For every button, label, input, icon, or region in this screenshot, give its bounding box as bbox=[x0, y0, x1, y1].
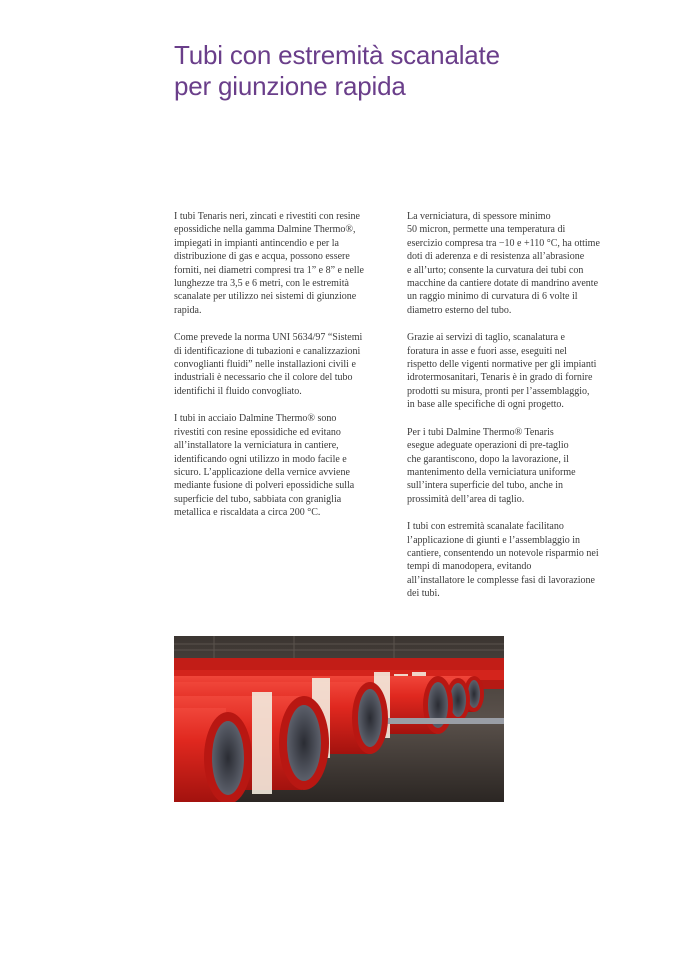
paragraph bbox=[407, 331, 622, 411]
text-line: convoglianti fluidi” nelle installazioni civili e bbox=[174, 359, 356, 371]
text-line: impiegati in impianti antincendio e per la bbox=[174, 237, 339, 249]
text-line: macchine da cantiere dotate di mandrino avente bbox=[407, 278, 599, 290]
paragraph bbox=[174, 331, 389, 398]
red-pipes-illustration bbox=[174, 636, 504, 802]
text-line: I tubi in acciaio Dalmine Thermo® sono bbox=[174, 413, 337, 425]
paragraph bbox=[174, 210, 389, 317]
text-line: La verniciatura, di spessore minimo bbox=[407, 211, 551, 222]
page-title-line-2: per giunzione rapida bbox=[174, 71, 406, 101]
text-line: identifichi il fluido convogliato. bbox=[174, 385, 302, 397]
paragraph bbox=[407, 426, 622, 506]
text-line: di identificazione di tubazioni e canalizzazioni bbox=[174, 345, 361, 357]
text-line: forniti, nei diametri compresi tra 1” e 8” e nelle bbox=[174, 264, 364, 276]
text-line: e all’urto; consente la curvatura dei tubi con bbox=[407, 264, 584, 276]
page-title-line-1: Tubi con estremità scanalate bbox=[174, 40, 500, 70]
paragraph bbox=[407, 210, 622, 317]
text-line: idrotermosanitari, Tenaris è in grado di fornire bbox=[407, 372, 593, 384]
text-line: mediante fusione di polveri epossidiche sulla bbox=[174, 480, 355, 492]
pipe bbox=[174, 708, 252, 802]
text-line: I tubi con estremità scanalate facilitano bbox=[407, 521, 564, 533]
text-line: l’applicazione di giunti e l’assemblaggio in bbox=[407, 534, 581, 546]
text-line: foratura in asse e fuori asse, eseguiti nel bbox=[407, 345, 567, 357]
text-line: prossimità dell’area di taglio. bbox=[407, 493, 525, 505]
text-line: identificando ogni utilizzo in modo facile e bbox=[174, 453, 347, 465]
text-line: mantenimento della verniciatura uniforme bbox=[407, 466, 576, 478]
text-line: 50 micron, permette una temperatura di bbox=[407, 224, 566, 236]
text-line: sull’intera superficie del tubo, anche in bbox=[407, 480, 564, 492]
text-line: in base alle specifiche di ogni progetto. bbox=[407, 399, 564, 411]
text-line: esegue adeguate operazioni di pre-taglio bbox=[407, 440, 569, 452]
text-line: I tubi Tenaris neri, zincati e rivestiti con resine bbox=[174, 211, 360, 222]
text-line: rivestiti con resine epossidiche ed evitano bbox=[174, 426, 341, 438]
right-text-column bbox=[407, 210, 622, 615]
text-line: diametro esterno del tubo. bbox=[407, 304, 512, 316]
text-line: Come prevede la norma UNI 5634/97 “Sistemi bbox=[174, 332, 363, 344]
text-line: metallica e riscaldata a circa 200 °C. bbox=[174, 507, 321, 519]
text-line: superficie del tubo, sabbiata con graniglia bbox=[174, 493, 342, 505]
text-line: all’installatore le complesse fasi di lavorazione bbox=[407, 574, 595, 586]
red-pipes-photo bbox=[174, 636, 504, 802]
text-line: dei tubi. bbox=[407, 588, 440, 600]
text-line: cantiere, consentendo un notevole risparmio nei bbox=[407, 547, 599, 559]
text-line: Per i tubi Dalmine Thermo® Tenaris bbox=[407, 426, 554, 438]
text-line: distribuzione di gas e acqua, possono essere bbox=[174, 251, 350, 263]
text-line: rapida. bbox=[174, 304, 202, 316]
left-text-column bbox=[174, 210, 389, 534]
paragraph bbox=[174, 412, 389, 519]
text-line: industriali è necessario che il colore del tubo bbox=[174, 372, 353, 384]
text-line: rispetto delle vigenti normative per gli impianti bbox=[407, 359, 597, 371]
text-line: che garantiscono, dopo la lavorazione, il bbox=[407, 453, 569, 465]
text-line: un raggio minimo di curvatura di 6 volte il bbox=[407, 291, 578, 303]
text-line: Grazie ai servizi di taglio, scanalatura e bbox=[407, 332, 565, 344]
paragraph bbox=[407, 520, 622, 600]
text-line: lunghezze tra 3,5 e 6 metri, con le estremità bbox=[174, 278, 349, 290]
text-line: epossidiche nella gamma Dalmine Thermo®, bbox=[174, 224, 356, 236]
text-line: all’installatore la verniciatura in cantiere, bbox=[174, 440, 339, 452]
text-line: tempi di manodopera, evitando bbox=[407, 561, 532, 573]
text-line: scanalate per utilizzo nei sistemi di giunzione bbox=[174, 291, 357, 303]
text-line: esercizio compresa tra −10 e +110 °C, ha ottime bbox=[407, 237, 600, 249]
text-line: prodotti su misura, pronti per l’assemblaggio, bbox=[407, 385, 590, 397]
page-title bbox=[174, 40, 500, 102]
text-line: sicuro. L’applicazione della vernice avviene bbox=[174, 466, 350, 478]
text-line: doti di aderenza e di resistenza all’abrasione bbox=[407, 251, 585, 263]
